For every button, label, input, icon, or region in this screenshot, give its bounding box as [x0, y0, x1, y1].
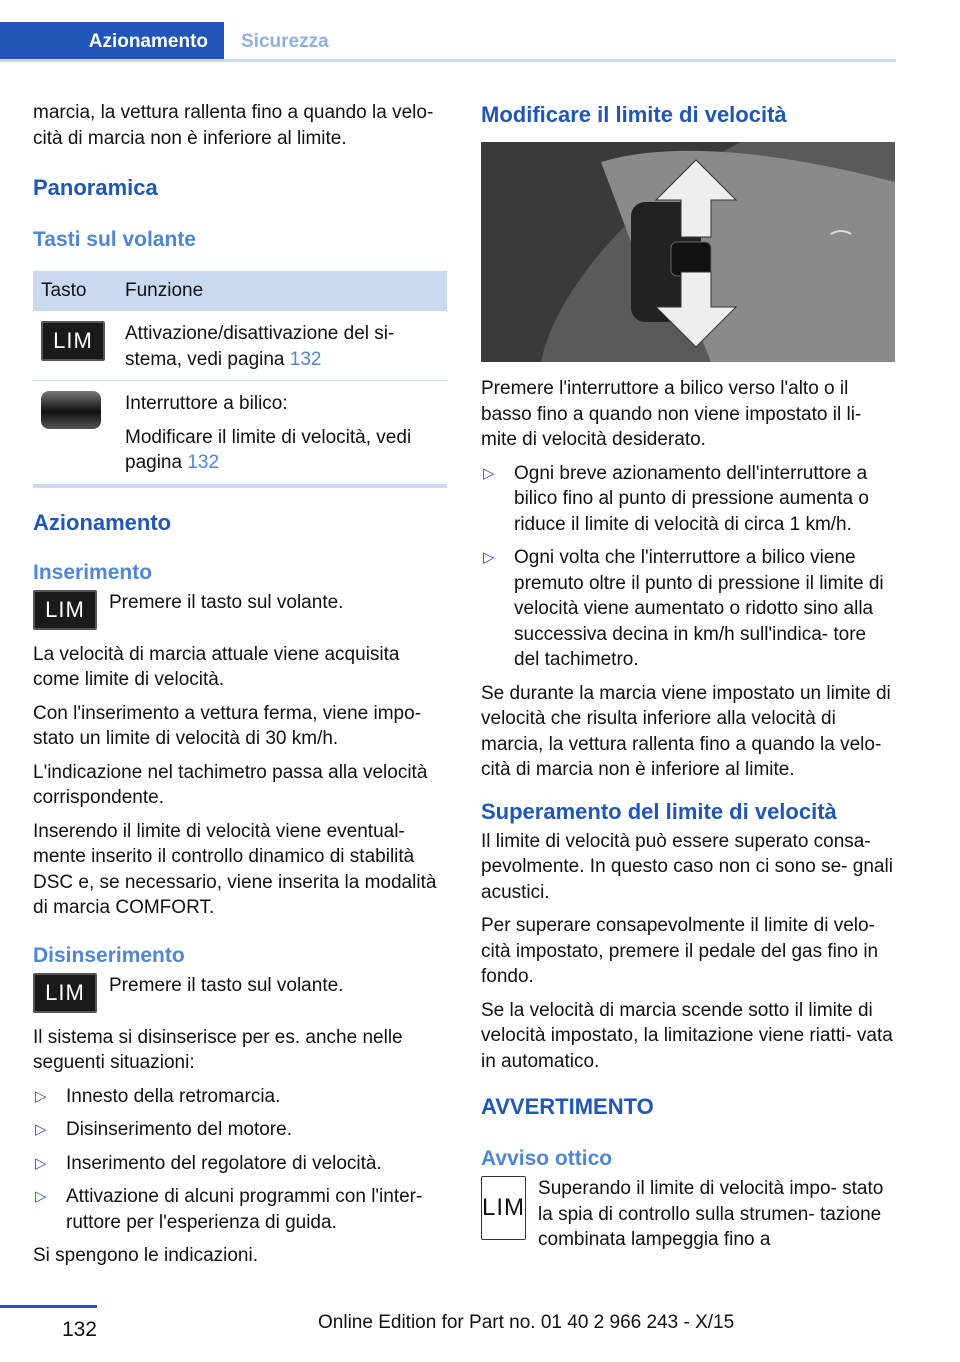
page-link[interactable]: 132 [289, 348, 322, 370]
heading-avvertimento: AVVERTIMENTO [481, 1094, 654, 1119]
heading-modificare: Modificare il limite di velocità [481, 102, 787, 127]
avviso-row [481, 1176, 895, 1253]
heading-superamento: Superamento del limite di velocità [481, 798, 837, 824]
tab-azionamento[interactable]: Azionamento [0, 22, 224, 62]
heading-disinserimento: Disinserimento [33, 943, 185, 967]
left-column [33, 100, 447, 1277]
list-item: ▷ Disinserimento del motore. [33, 1117, 447, 1143]
lim-button-icon: LIM [33, 590, 97, 630]
header-bar [0, 0, 896, 62]
heading-panoramica: Panoramica [33, 175, 158, 200]
disinserimento-row [33, 973, 447, 1013]
col-tasto: Tasto [33, 271, 117, 311]
right-column [481, 100, 895, 1265]
triangle-bullet-icon: ▷ [35, 1188, 47, 1205]
inserimento-row [33, 590, 447, 630]
list-item: ▷ Inserimento del regolatore di velocità. [33, 1151, 447, 1177]
table-header-row [33, 271, 447, 311]
list-item: ▷ Ogni volta che l'interruttore a bilico viene premuto oltre il punto di pressione il limite di velocità viene aumentato o ridotto sino alla successiva decina in km/h sull'indica- tore del tachimetro. [483, 547, 884, 670]
row1-text: Attivazione/disattivazione del si- stema, vedi pagina [125, 323, 395, 370]
lim-button-icon: LIM [33, 973, 97, 1013]
heading-azionamento: Azionamento [33, 509, 172, 535]
heading-inserimento: Inserimento [33, 560, 153, 584]
paragraph: Con l'inserimento a vettura ferma, viene impo- stato un limite di velocità di 30 km/h. [33, 702, 422, 749]
paragraph: Inserendo il limite di velocità viene eventual- mente inserito il controllo dinamico di stabilità DSC e, se necessario, viene inserita la modalità di marcia COMFORT. [33, 820, 437, 918]
heading-tasti-volante: Tasti sul volante [33, 228, 196, 251]
lim-button-icon: LIM [41, 321, 105, 361]
triangle-bullet-icon: ▷ [35, 1154, 47, 1172]
rocker-list [481, 461, 895, 673]
list-item: ▷ Attivazione di alcuni programmi con l'inter- ruttore per l'esperienza di guida. [35, 1186, 423, 1233]
row2-text2: Modificare il limite di velocità, vedi pagina [125, 426, 412, 473]
steering-wheel-photo [481, 142, 895, 362]
paragraph: L'indicazione nel tachimetro passa alla velocità corrispondente. [33, 761, 428, 808]
col-funzione: Funzione [117, 271, 447, 311]
row2-text1: Interruttore a bilico: [125, 393, 288, 414]
buttons-table [33, 271, 447, 488]
paragraph: Si spengono le indicazioni. [33, 1245, 258, 1266]
list-item: ▷ Ogni breve azionamento dell'interruttore a bilico fino al punto di pressione aumenta o riduce il limite di velocità di circa 1 km/h. [483, 462, 869, 535]
inserimento-text: Premere il tasto sul volante. [109, 591, 344, 613]
situations-list [33, 1084, 447, 1236]
table-row [33, 381, 447, 486]
paragraph: Per superare consapevolmente il limite di velo- cità impostato, premere il pedale del gas fino in fondo. [481, 915, 879, 987]
paragraph: Se la velocità di marcia scende sotto il limite di velocità impostato, la limitazione viene riatti- vata in automatico. [481, 999, 893, 1072]
tab-sicurezza[interactable]: Sicurezza [241, 31, 329, 52]
list-item: ▷ Innesto della retromarcia. [33, 1084, 447, 1110]
edition-footer: Online Edition for Part no. 01 40 2 966 243 - X/15 [318, 1312, 735, 1333]
paragraph: Il limite di velocità può essere superato consa- pevolmente. In questo caso non ci sono se- gnali acustici. [481, 830, 893, 903]
triangle-bullet-icon: ▷ [483, 464, 495, 482]
lim-indicator-icon: LIM [481, 1176, 526, 1240]
paragraph: Se durante la marcia viene impostato un limite di velocità che risulta inferiore alla velocità di marcia, la vettura rallenta fino a quando la velo- cità di marcia non è inferiore al limite. [481, 682, 891, 780]
avviso-text: Superando il limite di velocità impo- stato la spia di controllo sulla strumen- tazione combinata lampeggia fino a [538, 1178, 884, 1250]
triangle-bullet-icon: ▷ [35, 1087, 47, 1105]
rocker-switch-icon [41, 391, 101, 429]
page-link[interactable]: 132 [187, 452, 220, 473]
page-number-bar [0, 1305, 97, 1341]
intro-paragraph: marcia, la vettura rallenta fino a quando la velo- cità di marcia non è inferiore al limite. [33, 102, 434, 149]
triangle-bullet-icon: ▷ [35, 1121, 47, 1138]
paragraph: Il sistema si disinserisce per es. anche nelle seguenti situazioni: [33, 1026, 403, 1073]
page-number: 132 [61, 1318, 97, 1341]
header-divider [0, 59, 896, 62]
disinserimento-text: Premere il tasto sul volante. [109, 974, 344, 996]
triangle-bullet-icon: ▷ [483, 549, 495, 566]
table-row [33, 311, 447, 381]
heading-avviso-ottico: Avviso ottico [481, 1147, 613, 1170]
paragraph: Premere l'interruttore a bilico verso l'alto o il basso fino a quando non viene impostato il li- mite di velocità desiderato. [481, 378, 862, 450]
paragraph: La velocità di marcia attuale viene acquisita come limite di velocità. [33, 643, 400, 690]
